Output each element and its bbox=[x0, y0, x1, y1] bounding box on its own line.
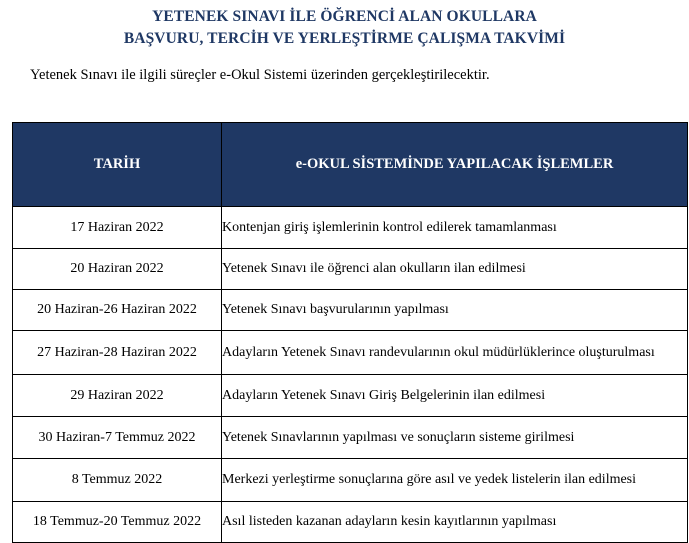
column-header-date: TARİH bbox=[13, 123, 222, 207]
row-date: 8 Temmuz 2022 bbox=[13, 459, 222, 502]
row-action: Asıl listeden kazanan adayların kesin kayıtlarının yapılması bbox=[222, 502, 688, 543]
document-title-line-2: BAŞVURU, TERCİH VE YERLEŞTİRME ÇALIŞMA TAKVİMİ bbox=[123, 30, 566, 47]
row-action: Yetenek Sınavlarının yapılması ve sonuçların sisteme girilmesi bbox=[222, 417, 688, 459]
row-action: Yetenek Sınavı ile öğrenci alan okulların ilan edilmesi bbox=[222, 249, 688, 290]
row-date: 30 Haziran-7 Temmuz 2022 bbox=[13, 417, 222, 459]
row-date: 20 Haziran-26 Haziran 2022 bbox=[13, 290, 222, 331]
row-action: Yetenek Sınavı başvurularının yapılması bbox=[222, 290, 688, 331]
row-date: 17 Haziran 2022 bbox=[13, 207, 222, 249]
table-row bbox=[13, 290, 688, 331]
schedule-table bbox=[12, 122, 688, 543]
table-row bbox=[13, 502, 688, 543]
row-date: 20 Haziran 2022 bbox=[13, 249, 222, 290]
table-header-row bbox=[13, 123, 688, 207]
row-action: Adayların Yetenek Sınavı Giriş Belgelerinin ilan edilmesi bbox=[222, 375, 688, 417]
row-action: Adayların Yetenek Sınavı randevularının okul müdürlüklerince oluşturulması bbox=[222, 331, 688, 375]
row-action: Merkezi yerleştirme sonuçlarına göre asıl ve yedek listelerin ilan edilmesi bbox=[222, 459, 688, 502]
row-date: 18 Temmuz-20 Temmuz 2022 bbox=[13, 502, 222, 543]
document-title-line-1: YETENEK SINAVI İLE ÖĞRENCİ ALAN OKULLARA bbox=[152, 8, 537, 25]
table-row bbox=[13, 375, 688, 417]
row-date: 29 Haziran 2022 bbox=[13, 375, 222, 417]
column-header-actions: e-OKUL SİSTEMİNDE YAPILACAK İŞLEMLER bbox=[222, 123, 688, 207]
row-date: 27 Haziran-28 Haziran 2022 bbox=[13, 331, 222, 375]
intro-text: Yetenek Sınavı ile ilgili süreçler e-Okul Sistemi üzerinden gerçekleştirilecektir. bbox=[30, 67, 490, 83]
table-row bbox=[13, 207, 688, 249]
table-row bbox=[13, 417, 688, 459]
table-row bbox=[13, 249, 688, 290]
table-row bbox=[13, 459, 688, 502]
row-action: Kontenjan giriş işlemlerinin kontrol edilerek tamamlanması bbox=[222, 207, 688, 249]
table-row bbox=[13, 331, 688, 375]
